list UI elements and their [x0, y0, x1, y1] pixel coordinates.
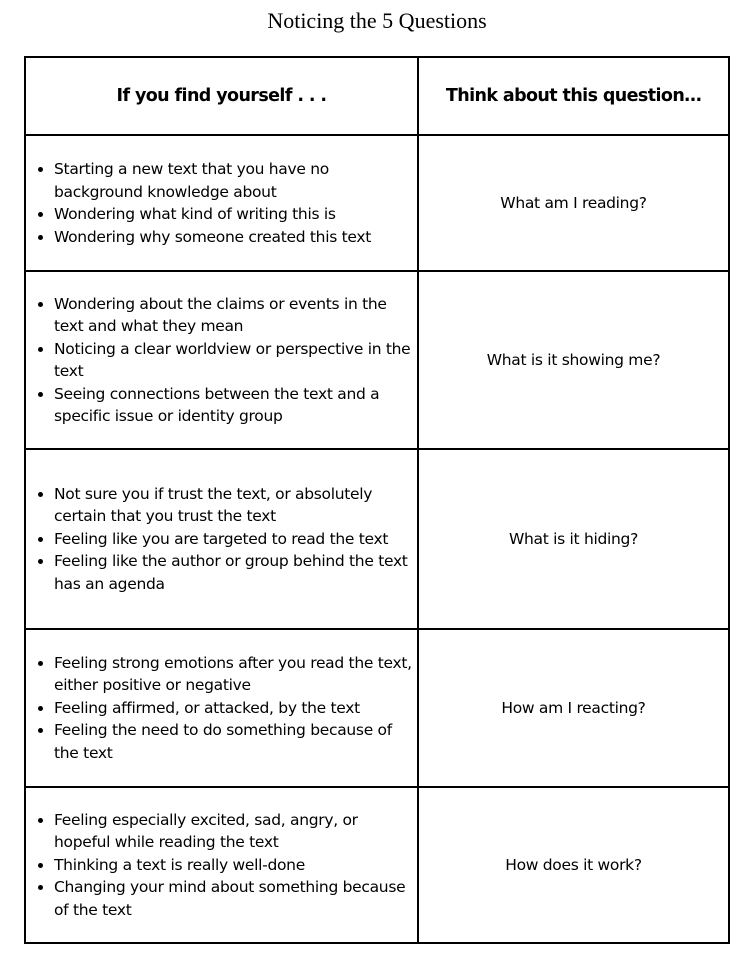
question-cell: What is it showing me? — [418, 271, 729, 449]
column-header-question: Think about this question… — [418, 57, 729, 135]
list-item: • Starting a new text that you have no background knowledge about — [54, 158, 417, 203]
table-row — [25, 271, 729, 449]
table-row — [25, 787, 729, 943]
question-cell: What is it hiding? — [418, 449, 729, 629]
page-title: Noticing the 5 Questions — [267, 8, 487, 33]
situations-list — [26, 158, 417, 248]
list-item: • Wondering about the claims or events in the text and what they mean — [54, 293, 417, 338]
situations-list — [26, 809, 417, 922]
list-item: • Feeling strong emotions after you read the text, either positive or negative — [54, 652, 417, 697]
list-item: • Feeling affirmed, or attacked, by the text — [54, 697, 417, 720]
list-item: • Feeling the need to do something because of the text — [54, 719, 417, 764]
question-cell: How am I reacting? — [418, 629, 729, 787]
table-header-row — [25, 57, 729, 135]
list-item: • Feeling like the author or group behind the text has an agenda — [54, 550, 417, 595]
table-row — [25, 449, 729, 629]
situations-cell — [25, 271, 418, 449]
list-item: • Not sure you if trust the text, or absolutely certain that you trust the text — [54, 483, 417, 528]
list-item: • Thinking a text is really well-done — [54, 854, 417, 877]
list-item: • Changing your mind about something because of the text — [54, 876, 417, 921]
list-item: • Wondering what kind of writing this is — [54, 203, 417, 226]
list-item: • Wondering why someone created this text — [54, 226, 417, 249]
questions-table — [24, 56, 730, 944]
situations-list — [26, 483, 417, 596]
question-cell: What am I reading? — [418, 135, 729, 271]
situations-cell — [25, 629, 418, 787]
list-item: • Feeling like you are targeted to read the text — [54, 528, 417, 551]
list-item: • Feeling especially excited, sad, angry, or hopeful while reading the text — [54, 809, 417, 854]
table-row — [25, 135, 729, 271]
question-cell: How does it work? — [418, 787, 729, 943]
situations-cell — [25, 135, 418, 271]
column-header-situations: If you find yourself . . . — [25, 57, 418, 135]
list-item: • Noticing a clear worldview or perspective in the text — [54, 338, 417, 383]
situations-list — [26, 652, 417, 765]
situations-list — [26, 293, 417, 428]
list-item: • Seeing connections between the text and a specific issue or identity group — [54, 383, 417, 428]
situations-cell — [25, 449, 418, 629]
table-row — [25, 629, 729, 787]
situations-cell — [25, 787, 418, 943]
